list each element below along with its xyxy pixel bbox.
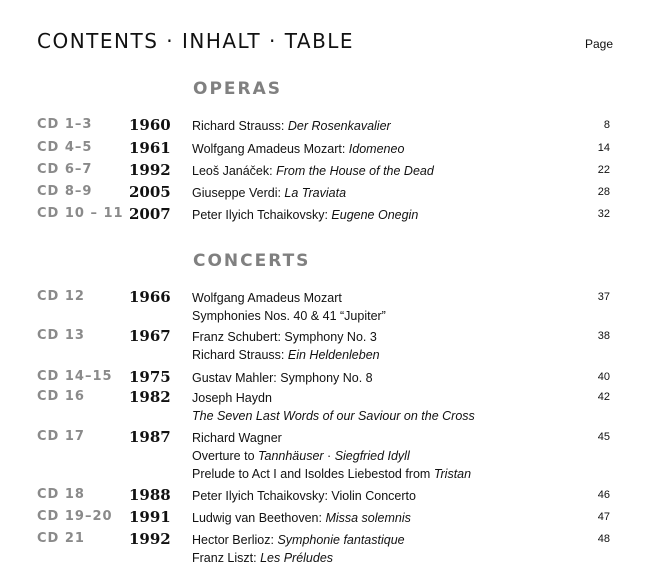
page-number: 42 xyxy=(597,391,610,403)
page-number: 46 xyxy=(597,489,610,501)
work-description xyxy=(192,328,380,364)
description-line: Wolfgang Amadeus Mozart xyxy=(192,291,342,305)
page-number: 48 xyxy=(597,533,610,545)
work-description xyxy=(192,184,346,202)
recording-year: 2005 xyxy=(129,183,171,201)
cd-number: CD 10 – 11 xyxy=(37,206,124,221)
cd-number: CD 19–20 xyxy=(37,509,113,524)
work-description xyxy=(192,206,418,224)
description-line: Gustav Mahler: Symphony No. 8 xyxy=(192,371,373,385)
recording-year: 1992 xyxy=(129,161,171,179)
description-line: The Seven Last Words of our Saviour on the Cross xyxy=(192,409,475,423)
section-heading-concerts: CONCERTS xyxy=(193,251,311,271)
work-description xyxy=(192,531,405,567)
page-number: 32 xyxy=(597,208,610,220)
recording-year: 1967 xyxy=(129,327,171,345)
description-line: Richard Strauss: Ein Heldenleben xyxy=(192,348,380,362)
description-line: Franz Liszt: Les Préludes xyxy=(192,551,334,565)
description-line: Joseph Haydn xyxy=(192,391,272,405)
section-heading-operas: OPERAS xyxy=(193,79,283,99)
cd-number: CD 18 xyxy=(37,487,85,502)
cd-number: CD 17 xyxy=(37,429,85,444)
work-description xyxy=(192,389,475,425)
description-line: Peter Ilyich Tchaikovsky: Eugene Onegin xyxy=(192,208,419,222)
description-line: Richard Wagner xyxy=(192,431,282,445)
page-number: 37 xyxy=(597,291,610,303)
work-description xyxy=(192,162,434,180)
description-line: Wolfgang Amadeus Mozart: Idomeneo xyxy=(192,142,405,156)
description-line: Franz Schubert: Symphony No. 3 xyxy=(192,330,377,344)
page-number: 47 xyxy=(597,511,610,523)
description-line: Peter Ilyich Tchaikovsky: Violin Concerto xyxy=(192,489,416,503)
recording-year: 1960 xyxy=(129,116,171,134)
work-description xyxy=(192,289,386,325)
description-line: Richard Strauss: Der Rosenkavalier xyxy=(192,119,391,133)
work-description xyxy=(192,429,471,483)
description-line: Overture to Tannhäuser · Siegfried Idyll xyxy=(192,449,410,463)
description-line: Hector Berlioz: Symphonie fantastique xyxy=(192,533,405,547)
recording-year: 1987 xyxy=(129,428,171,446)
cd-number: CD 4–5 xyxy=(37,140,93,155)
description-line: Giuseppe Verdi: La Traviata xyxy=(192,186,347,200)
page-column-heading: Page xyxy=(585,37,614,51)
page-number: 38 xyxy=(597,330,610,342)
cd-number: CD 13 xyxy=(37,328,85,343)
cd-number: CD 21 xyxy=(37,531,85,546)
description-line: Leoš Janáček: From the House of the Dead xyxy=(192,164,434,178)
recording-year: 1992 xyxy=(129,530,171,548)
recording-year: 1966 xyxy=(129,288,171,306)
work-description xyxy=(192,487,416,505)
cd-number: CD 12 xyxy=(37,289,85,304)
recording-year: 1991 xyxy=(129,508,171,526)
recording-year: 1961 xyxy=(129,139,171,157)
cd-number: CD 14–15 xyxy=(37,369,113,384)
page-number: 22 xyxy=(597,164,610,176)
page-number: 40 xyxy=(597,371,610,383)
page-number: 28 xyxy=(597,186,610,198)
cd-number: CD 1–3 xyxy=(37,117,93,132)
recording-year: 1988 xyxy=(129,486,171,504)
page-title: CONTENTS · INHALT · TABLE xyxy=(37,29,355,53)
page-number: 8 xyxy=(603,119,610,131)
recording-year: 2007 xyxy=(129,205,171,223)
cd-number: CD 8–9 xyxy=(37,184,93,199)
page-number: 45 xyxy=(597,431,610,443)
cd-number: CD 16 xyxy=(37,389,85,404)
work-description xyxy=(192,509,411,527)
page-number: 14 xyxy=(597,142,610,154)
work-description xyxy=(192,117,391,135)
description-line: Symphonies Nos. 40 & 41 “Jupiter” xyxy=(192,309,386,323)
cd-number: CD 6–7 xyxy=(37,162,93,177)
description-line: Prelude to Act I and Isoldes Liebestod from Tristan xyxy=(192,467,472,481)
recording-year: 1982 xyxy=(129,388,171,406)
description-line: Ludwig van Beethoven: Missa solemnis xyxy=(192,511,411,525)
work-description xyxy=(192,369,373,387)
work-description xyxy=(192,140,404,158)
recording-year: 1975 xyxy=(129,368,171,386)
